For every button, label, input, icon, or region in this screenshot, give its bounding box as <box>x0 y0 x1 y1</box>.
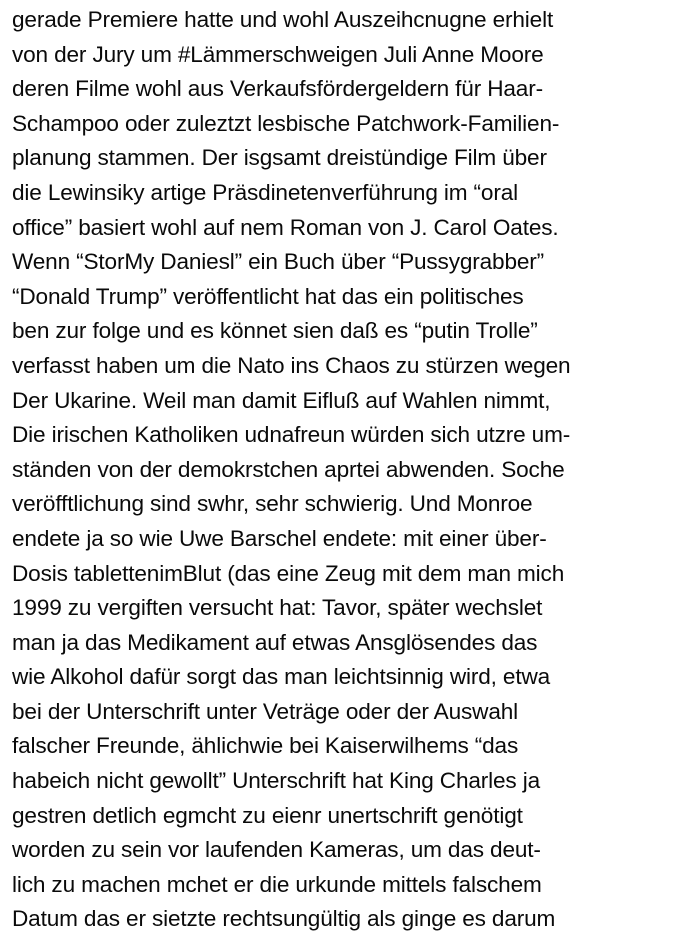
text-line: “Donald Trump” veröffentlicht hat das ein politisches <box>12 283 524 309</box>
text-line: veröfftlichung sind swhr, sehr schwierig. Und Monroe <box>12 491 533 517</box>
text-line: Wenn “StorMy Daniesl” ein Buch über “Pussygrabber” <box>12 249 545 275</box>
text-line: Schampoo oder zuleztzt lesbische Patchwork-Familien- <box>12 110 560 136</box>
text-line: gerade Premiere hatte und wohl Auszeihcnugne erhielt <box>12 7 554 32</box>
text-line: deren Filme wohl aus Verkaufsfördergeldern für Haar- <box>12 76 543 102</box>
text-line: Dosis tablettenimBlut (das eine Zeug mit dem man mich <box>12 560 565 586</box>
text-line: wie Alkohol dafür sorgt das man leichtsinnig wird, etwa <box>12 664 551 690</box>
text-line: ständen von der demokrstchen aprtei abwenden. Soche <box>12 456 565 482</box>
text-line: Datum das er sietzte rechtsungültig als ginge es darum <box>12 906 556 932</box>
text-line: habeich nicht gewollt” Unterschrift hat King Charles ja <box>12 768 540 794</box>
document-page <box>12 3 680 937</box>
text-line: planung stammen. Der isgsamt dreistündige Film über <box>12 145 547 171</box>
text-line: worden zu sein vor laufenden Kameras, um das deut- <box>12 837 541 863</box>
text-line: falscher Freunde, ählichwie bei Kaiserwilhems “das <box>12 733 519 759</box>
text-line: man ja das Medikament auf etwas Ansglösendes das <box>12 629 538 655</box>
text-line: Die irischen Katholiken udnafreun würden sich utzre um- <box>12 422 571 448</box>
text-line: verfasst haben um die Nato ins Chaos zu stürzen wegen <box>12 352 571 378</box>
text-line: ben zur folge und es könnet sien daß es “putin Trolle” <box>12 318 538 344</box>
text-line: die Lewinsiky artige Präsdinetenverführung im “oral <box>12 179 518 205</box>
text-line: von der Jury um #Lämmerschweigen Juli Anne Moore <box>12 41 544 67</box>
text-line: office” basiert wohl auf nem Roman von J. Carol Oates. <box>12 214 559 240</box>
text-line: 1999 zu vergiften versucht hat: Tavor, später wechslet <box>12 595 543 621</box>
text-line: bei der Unterschrift unter Veträge oder der Auswahl <box>12 698 519 724</box>
text-line: Der Ukarine. Weil man damit Eifluß auf Wahlen nimmt, <box>12 387 551 413</box>
text-line: gestren detlich egmcht zu eienr unertschrift genötigt <box>12 802 523 828</box>
text-line: lich zu machen mchet er die urkunde mittels falschem <box>12 871 542 897</box>
text-line: endete ja so wie Uwe Barschel endete: mit einer über- <box>12 525 547 551</box>
